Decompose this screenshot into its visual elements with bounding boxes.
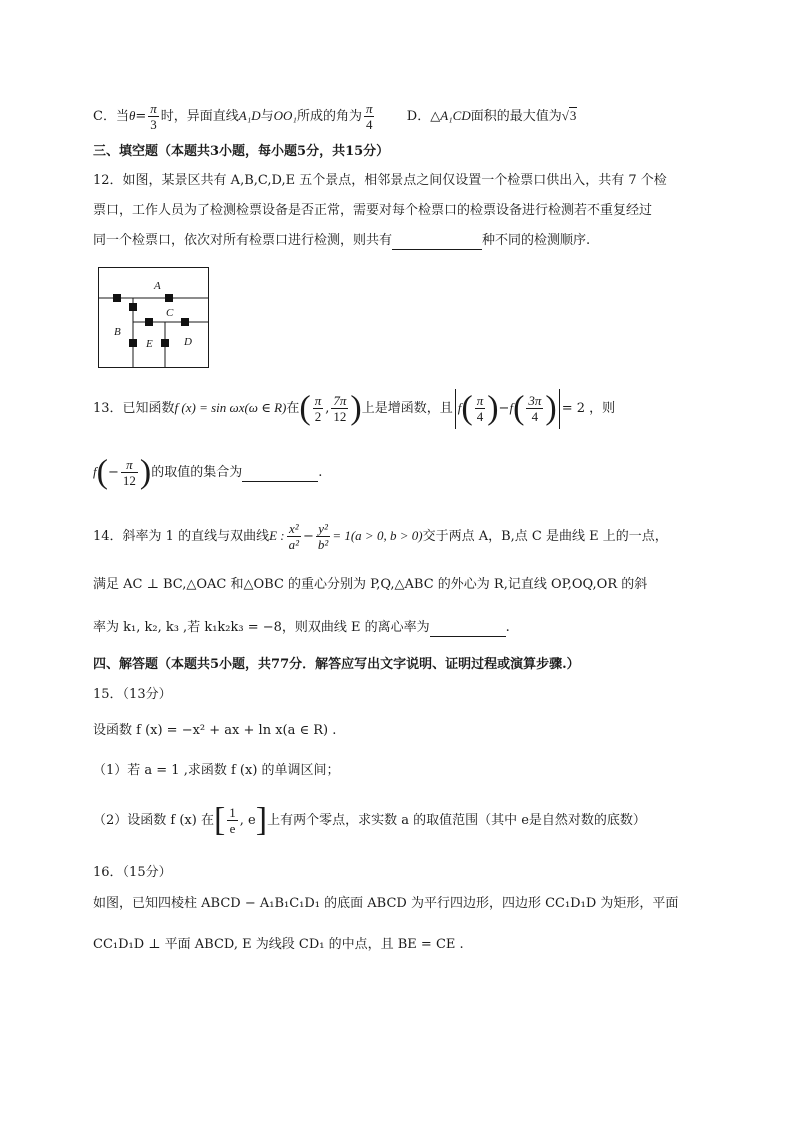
theta-symbol: θ <box>128 108 136 123</box>
q14-line1: 14．斜率为 1 的直线与双曲线E : $\frac{\text{x²}}{\text{a²}}$ − $\frac{\text{y²}}{\text{b²}}$ = 1(a > 0, b > 0)交于两点 A，B,点 C 是曲线 E 上的一点， <box>93 521 668 552</box>
q15-part2-tail: 上有两个零点，求实数 a 的取值范围（其中 e是自然对数的底数） <box>267 813 646 828</box>
q15-part2: （2）设函数 f (x) 在[ $\frac{1}{e}$ , e]上有两个零点，求实数 a 的取值范围（其中 e是自然对数的底数） <box>93 801 646 839</box>
option-d-label: D． <box>406 109 431 124</box>
option-c-text: 时，异面直线 <box>160 109 239 124</box>
q13-line2: f(− $\frac{\pi}{12}$ )的取值的集合为 . <box>93 453 323 491</box>
q14-y2-over-b2: $\frac{\text{y²}}{\text{b²}}$ <box>317 521 329 552</box>
q13-arg-pi-4: $\frac{\pi}{4}$ <box>476 393 484 424</box>
line-a1d: A₁D <box>238 108 261 123</box>
q13-number: 13．已知函数 <box>93 401 175 416</box>
gate-be <box>129 339 137 347</box>
q13-arg-3pi-4: $\frac{3\pi}{4}$ <box>528 393 542 424</box>
q16-line1: 如图，已知四棱柱 ABCD − A₁B₁C₁D₁ 的底面 ABCD 为平行四边形，四边形 CC₁D₁D 为矩形，平面 <box>93 896 679 911</box>
q14-answer-blank[interactable] <box>430 622 506 637</box>
options-cd-line <box>93 96 577 137</box>
q15-part2-text: （2）设函数 f (x) 在 <box>93 813 214 828</box>
q14-condition: = 1(a > 0, b > 0) <box>332 528 423 543</box>
scenic-area-diagram <box>98 267 210 369</box>
sqrt-3: √3 <box>561 108 577 123</box>
triangle-a1cd: A₁CD <box>440 108 471 123</box>
option-d-text: 面积的最大值为 <box>470 109 562 124</box>
section-4-heading: 四、解答题（本题共5小题，共77分．解答应写出文字说明、证明过程或演算步骤.） <box>93 657 580 672</box>
gate-bc-upper <box>129 303 137 311</box>
pi-over-3: $\frac{\pi}{3}$ <box>150 101 157 132</box>
q16-line2: CC₁D₁D ⊥ 平面 ABCD, E 为线段 CD₁ 的中点，且 BE = CE . <box>93 937 464 952</box>
q12-line3-text: 同一个检票口，依次对所有检票口进行检测，则共有 <box>93 233 393 248</box>
q14-line2: 满足 AC ⊥ BC,△OAC 和△OBC 的重心分别为 P,Q,△ABC 的外心为 R,记直线 OP,OQ,OR 的斜 <box>93 577 648 592</box>
q13-arg-neg-pi-12: $\frac{\pi}{12}$ <box>122 457 136 488</box>
line-oo1: OO₁ <box>273 108 297 123</box>
label-c: C <box>166 307 174 319</box>
label-d: D <box>184 336 192 348</box>
gate-ab <box>113 294 121 302</box>
section-3-heading: 三、填空题（本题共3小题，每小题5分，共15分） <box>93 144 390 159</box>
option-c-label: C．当 <box>93 109 129 124</box>
gate-ed <box>161 339 169 347</box>
q14-text-start: 14．斜率为 1 的直线与双曲线 <box>93 529 270 544</box>
q13-zai: 在 <box>286 401 300 416</box>
label-e: E <box>146 338 153 350</box>
q12-line3-tail: 种不同的检测顺序. <box>482 233 591 248</box>
pi-over-4: $\frac{\pi}{4}$ <box>365 101 373 132</box>
gate-ce <box>145 318 153 326</box>
q13-equals: = 2 ，则 <box>561 401 616 416</box>
q13-function: f (x) = sin ωx(ω ∈ R) <box>174 400 287 415</box>
q13-answer-blank[interactable] <box>242 467 318 482</box>
q15-part1: （1）若 a = 1 ,求函数 f (x) 的单调区间； <box>93 763 340 778</box>
q13-tail-text: 的取值的集合为 <box>151 465 243 480</box>
q12-line1: 12．如图，某景区共有 A,B,C,D,E 五个景点，相邻景点之间仅设置一个检票口供出入，共有 7 个检 <box>93 173 667 188</box>
label-b: B <box>114 326 121 338</box>
q14-line3-text: 率为 k₁, k₂, k₃ ,若 k₁k₂k₃ = −8，则双曲线 E 的离心率为 <box>93 620 430 635</box>
q14-text-end: 交于两点 A，B,点 C 是曲线 E 上的一点， <box>422 529 668 544</box>
gate-cd <box>181 318 189 326</box>
equals-sign: = <box>135 109 147 124</box>
q13-interval-right: $\frac{7\pi}{12}$ <box>333 393 347 424</box>
q13-increasing-text: 上是增函数，且 <box>361 401 453 416</box>
q12-line2: 票口，工作人员为了检测检票设备是否正常，需要对每个检票口的检票设备进行检测若不重复经过 <box>93 203 653 218</box>
q15-heading: 15．（13分） <box>93 687 172 702</box>
q12-line3 <box>93 232 590 250</box>
q16-heading: 16．（15分） <box>93 865 172 880</box>
q13-line1: 13．已知函数f (x) = sin ωx(ω ∈ R)在( $\frac{\pi}{2}$ , $\frac{7\pi}{12}$ )上是增函数，且 f( $\frac{\pi}{4}$ )−f( $\frac{3\pi}{4}$ ) = 2 ，则 <box>93 389 616 427</box>
q14-x2-over-a2: $\frac{\text{x²}}{\text{a²}}$ <box>288 521 300 552</box>
gate-ac <box>165 294 173 302</box>
q14-line3: 率为 k₁, k₂, k₃ ,若 k₁k₂k₃ = −8，则双曲线 E 的离心率为 . <box>93 620 510 635</box>
triangle-symbol: △ <box>430 109 441 124</box>
q15-definition: 设函数 f (x) = −x² + ax + ln x(a ∈ R) . <box>93 723 337 738</box>
q15-one-over-e: $\frac{1}{e}$ <box>229 805 236 836</box>
q13-interval-left: $\frac{\pi}{2}$ <box>314 393 322 424</box>
conjunction: 与 <box>260 109 274 124</box>
q12-answer-blank[interactable] <box>392 235 482 250</box>
label-a: A <box>154 280 161 292</box>
angle-text: 所成的角为 <box>296 109 362 124</box>
